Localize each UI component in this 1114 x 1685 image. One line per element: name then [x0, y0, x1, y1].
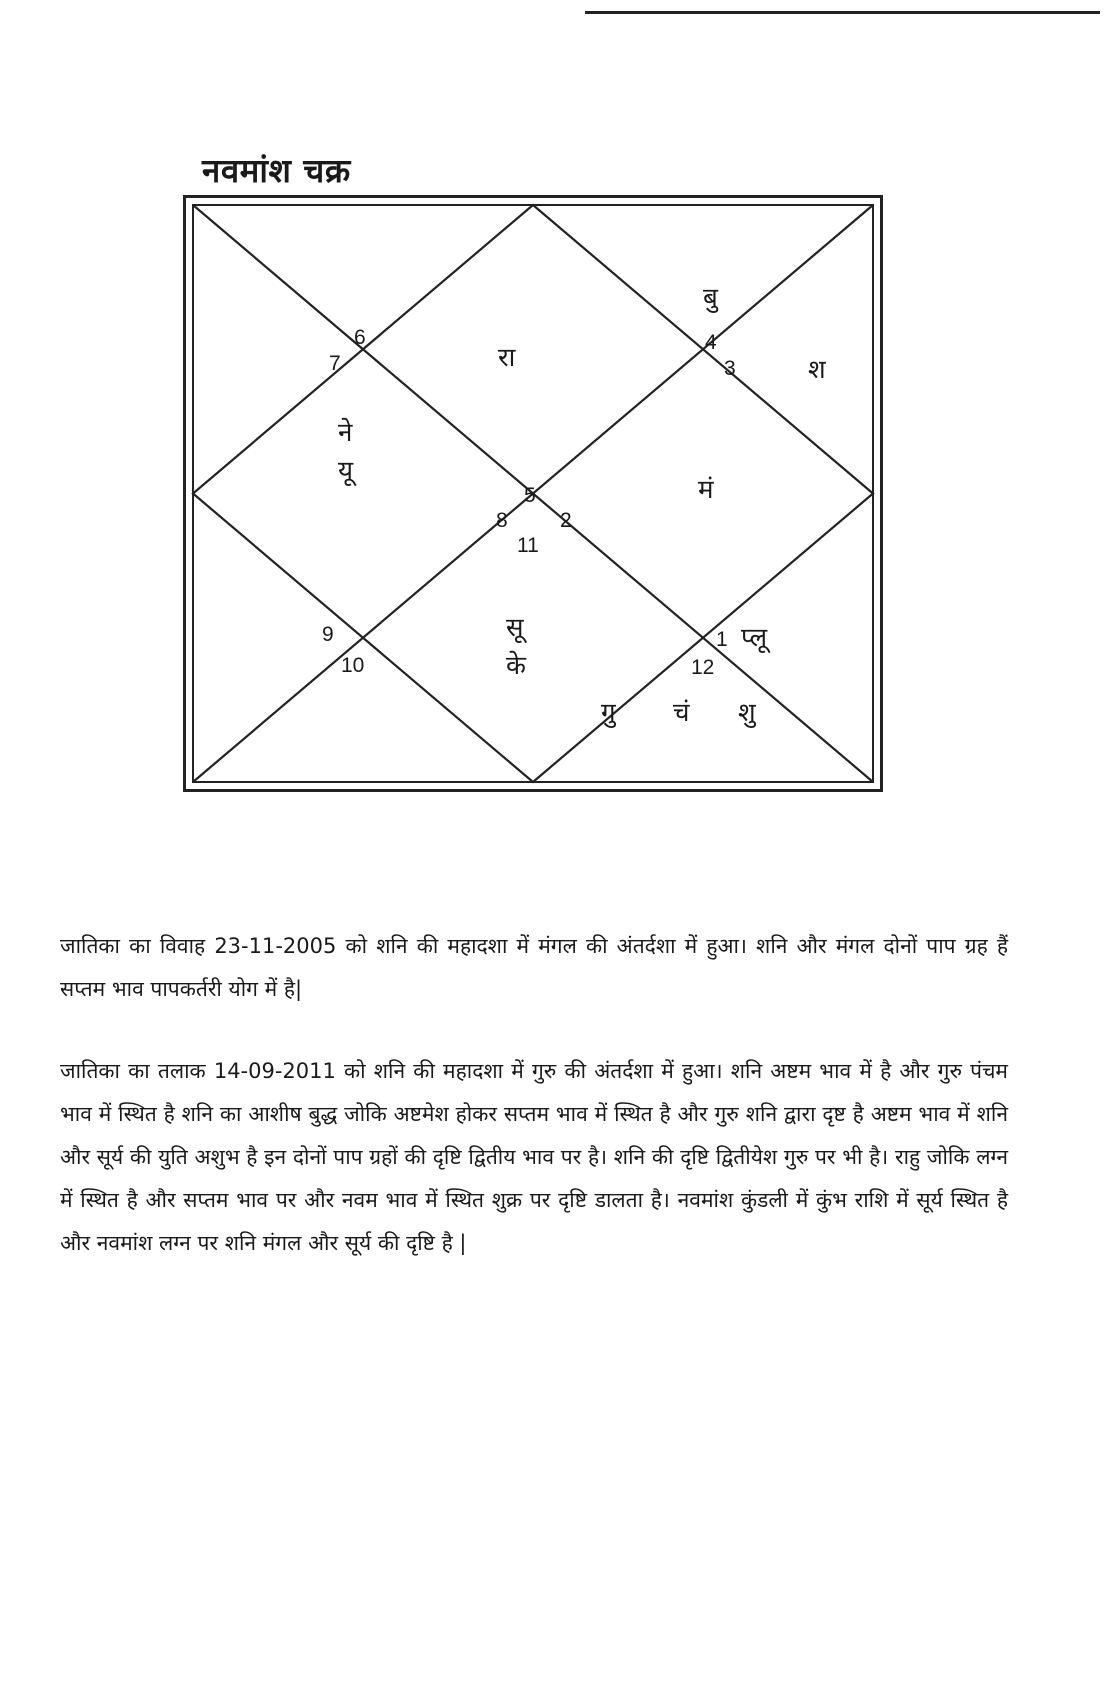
house-number: 1 [716, 628, 728, 651]
planet-surya: सू [506, 613, 524, 643]
page-top-rule [585, 11, 1100, 14]
house-number: 6 [354, 326, 366, 349]
house-number: 9 [322, 623, 334, 646]
planet-budh: बु [703, 283, 718, 313]
paragraph-marriage: जातिका का विवाह 23-11-2005 को शनि की महादशा में मंगल की अंतर्दशा में हुआ। शनि और मंगल दोनों पाप ग्रह हैं सप्तम भाव पापकर्तरी योग में है| [60, 934, 1008, 1001]
page-title: नवमांश चक्र [202, 151, 351, 190]
house-number: 12 [691, 656, 715, 679]
house-number: 10 [341, 654, 365, 677]
planet-neptune: ने [338, 418, 353, 448]
planet-chandra: चं [673, 698, 690, 728]
house-number: 2 [560, 509, 572, 532]
planet-mangal: मं [698, 475, 714, 505]
house-number: 5 [524, 484, 536, 507]
planet-ketu: के [506, 651, 526, 681]
house-number: 11 [517, 534, 539, 557]
planet-shani: श [808, 355, 826, 385]
navamsha-chart [183, 195, 883, 792]
planet-rahu: रा [498, 343, 516, 373]
paragraph-divorce: जातिका का तलाक 14-09-2011 को शनि की महादशा में गुरु की अंतर्दशा में हुआ। शनि अष्टम भाव में है और गुरु पंचम भाव में स्थित है शनि का आशीष बुद्ध जोकि अष्टमेश होकर सप्तम भाव में स्थित है और गुरु शनि द्वारा दृष्ट है अष्टम भाव में शनि और सूर्य की युति अशुभ है इन दोनों पाप ग्रहों की दृष्टि द्वितीय भाव पर है। शनि की दृष्टि द्वितीयेश गुरु पर भी है। राहु जोकि लग्न में स्थित है और सप्तम भाव पर और नवम भाव में स्थित शुक्र पर दृष्टि डालता है। नवमांश कुंडली में कुंभ राशि में सूर्य स्थित है और नवमांश लग्न पर शनि मंगल और सूर्य की दृष्टि है | [60, 1059, 1008, 1255]
house-number: 4 [705, 331, 717, 354]
planet-uranus: यू [338, 456, 354, 486]
house-number: 7 [329, 352, 341, 375]
house-number: 3 [724, 357, 736, 380]
planet-pluto: प्लू [741, 623, 768, 653]
planet-guru: गु [601, 698, 616, 728]
planet-shukra: शु [738, 698, 756, 728]
house-number: 8 [496, 509, 508, 532]
